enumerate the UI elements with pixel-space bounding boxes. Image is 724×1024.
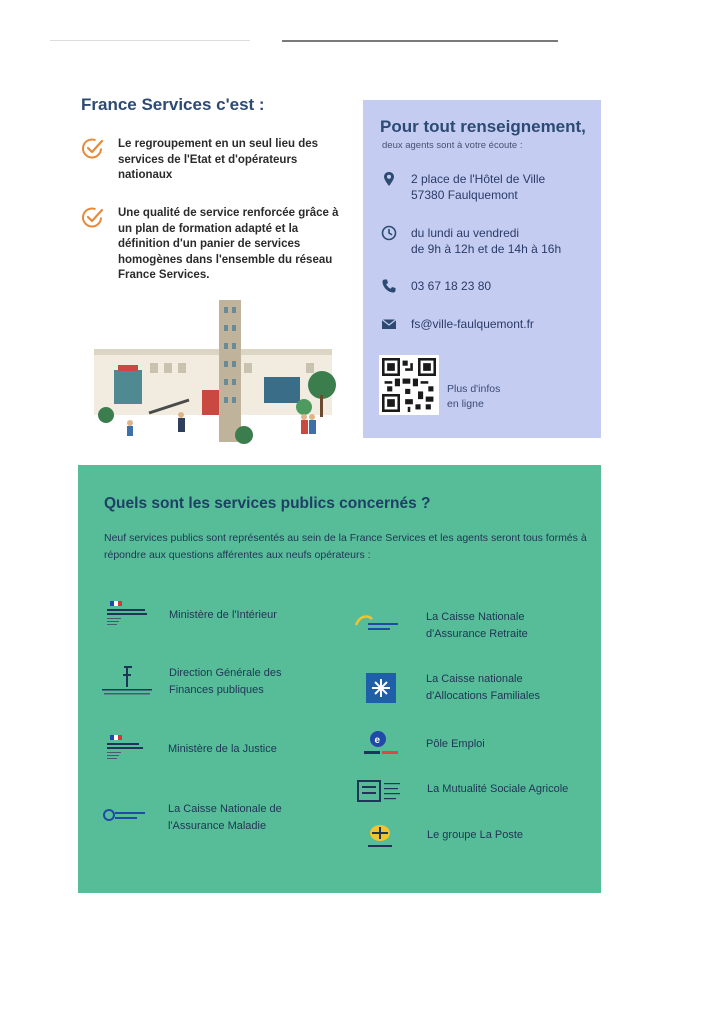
assurance-maladie-logo bbox=[100, 801, 154, 837]
la-poste-logo bbox=[362, 821, 402, 857]
services-title: Quels sont les services publics concernés ? bbox=[104, 495, 431, 512]
list-item-text: Une qualité de service renforcée grâce à un plan de formation adapté et la définition d'un panier de services homogènes dans l'ensemble du réseau France Services. bbox=[118, 207, 339, 281]
org-name-line1: Direction Générale des bbox=[169, 667, 282, 679]
msa-logo bbox=[356, 779, 416, 815]
email-link[interactable]: fs@ville-faulquemont.fr bbox=[411, 317, 534, 331]
svg-text:e: e bbox=[374, 735, 381, 746]
hours-line1: du lundi au vendredi bbox=[411, 226, 520, 240]
hours-line2: de 9h à 12h et de 14h à 16h bbox=[411, 242, 562, 256]
france-services-title: France Services c'est : bbox=[81, 95, 265, 114]
town-hall-illustration bbox=[94, 295, 339, 445]
ministere-interieur-logo bbox=[104, 601, 154, 637]
org-name-line2: Finances publiques bbox=[169, 684, 264, 696]
qr-code-icon bbox=[382, 358, 436, 412]
clock-icon bbox=[381, 225, 397, 241]
contact-info-box bbox=[363, 100, 601, 438]
info-subtitle: deux agents sont à votre écoute : bbox=[382, 140, 523, 151]
pole-emploi-logo bbox=[362, 729, 402, 765]
org-name-line2: l'Assurance Maladie bbox=[168, 820, 267, 832]
qr-caption bbox=[447, 382, 500, 412]
check-circle-icon bbox=[81, 137, 105, 161]
address-line2: 57380 Faulquemont bbox=[411, 188, 518, 202]
org-name: La Mutualité Sociale Agricole bbox=[427, 783, 569, 795]
org-name: Ministère de la Justice bbox=[168, 743, 277, 755]
list-item bbox=[81, 137, 341, 187]
assurance-retraite-logo bbox=[350, 609, 404, 645]
envelope-icon bbox=[381, 316, 397, 332]
top-faint-rule bbox=[50, 40, 250, 41]
qr-caption-line1: Plus d'infos bbox=[447, 383, 501, 395]
services-panel bbox=[78, 465, 601, 893]
org-name-line1: La Caisse Nationale bbox=[426, 611, 525, 623]
phone-icon bbox=[381, 278, 397, 294]
services-intro: Neuf services publics sont représentés au sein de la France Services et les agents seront tous formés à répondre aux questions afférentes aux neufs opérateurs : bbox=[104, 532, 587, 561]
location-pin-icon bbox=[381, 171, 397, 187]
list-item bbox=[81, 206, 341, 286]
qr-caption-line2: en ligne bbox=[447, 398, 484, 410]
address-line1: 2 place de l'Hôtel de Ville bbox=[411, 172, 546, 186]
phone-number[interactable]: 03 67 18 23 80 bbox=[411, 279, 492, 293]
qr-code[interactable] bbox=[379, 355, 439, 415]
list-item-text: Le regroupement en un seul lieu des services de l'Etat et d'opérateurs nationaux bbox=[118, 138, 319, 181]
org-name-line2: d'Assurance Retraite bbox=[426, 628, 528, 640]
info-title: Pour tout renseignement, bbox=[380, 117, 586, 136]
org-name: Ministère de l'Intérieur bbox=[169, 609, 277, 621]
org-name-line1: La Caisse nationale bbox=[426, 673, 523, 685]
org-name: Pôle Emploi bbox=[426, 738, 485, 750]
org-name-line1: La Caisse Nationale de bbox=[168, 803, 282, 815]
finances-publiques-logo bbox=[100, 665, 154, 701]
top-rule bbox=[282, 40, 558, 42]
check-circle-icon bbox=[81, 206, 105, 230]
org-name: Le groupe La Poste bbox=[427, 829, 524, 841]
caf-logo bbox=[360, 671, 400, 707]
ministere-justice-logo bbox=[104, 735, 154, 771]
org-name-line2: d'Allocations Familiales bbox=[426, 690, 540, 702]
